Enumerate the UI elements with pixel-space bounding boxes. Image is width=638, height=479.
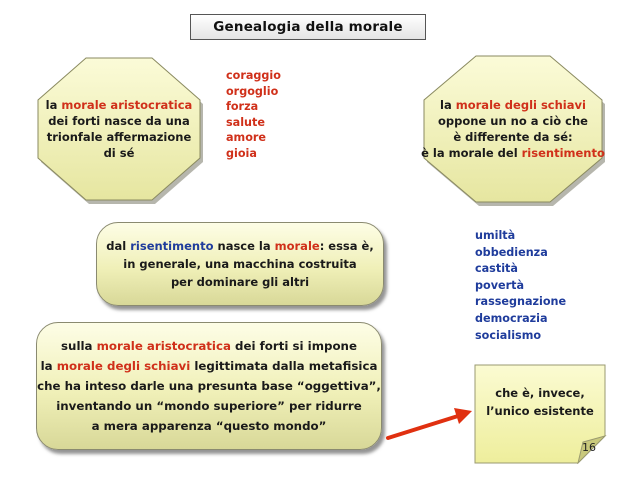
page-title: Genealogia della morale xyxy=(190,14,426,40)
slave-values-list xyxy=(475,228,566,344)
aristocratic-virtues-list xyxy=(226,68,281,161)
list-item: coraggio xyxy=(226,69,281,82)
page-number: 16 xyxy=(582,441,596,454)
list-item: forza xyxy=(226,100,259,113)
list-item: socialismo xyxy=(475,328,542,342)
slave-morality-text: la morale degli schiavi oppone un no a ciò che è differente da sé: è la morale del risentimento xyxy=(421,98,605,160)
resentment-box: dal risentimento nasce la morale: essa è, in generale, una macchina costruita per dominare gli altri xyxy=(96,222,384,306)
list-item: castità xyxy=(475,262,518,276)
list-item: gioia xyxy=(226,146,257,160)
list-item: orgoglio xyxy=(226,84,279,98)
aristocratic-morality-text: la morale aristocratica dei forti nasce da una trionfale affermazione di sé xyxy=(45,98,193,160)
slave-morality-octagon xyxy=(418,52,608,206)
metaphysics-box: sulla morale aristocratica dei forti si impone la morale degli schiavi legittimata dalla metafisica che ha inteso darle una presunta base “oggettiva”, inventando un “mondo superiore” per ridurre a mera apparenza “questo mondo” xyxy=(36,322,382,450)
note-text: che è, invece, l’unico esistente xyxy=(486,386,594,418)
list-item: amore xyxy=(226,131,266,144)
arrow-icon xyxy=(384,404,476,444)
list-item: democrazia xyxy=(475,311,548,325)
aristocratic-morality-octagon xyxy=(34,54,204,204)
list-item: salute xyxy=(226,115,265,129)
list-item: umiltà xyxy=(475,229,516,242)
list-item: rassegnazione xyxy=(475,295,567,309)
list-item: obbedienza xyxy=(475,245,548,259)
list-item: povertà xyxy=(475,278,524,292)
